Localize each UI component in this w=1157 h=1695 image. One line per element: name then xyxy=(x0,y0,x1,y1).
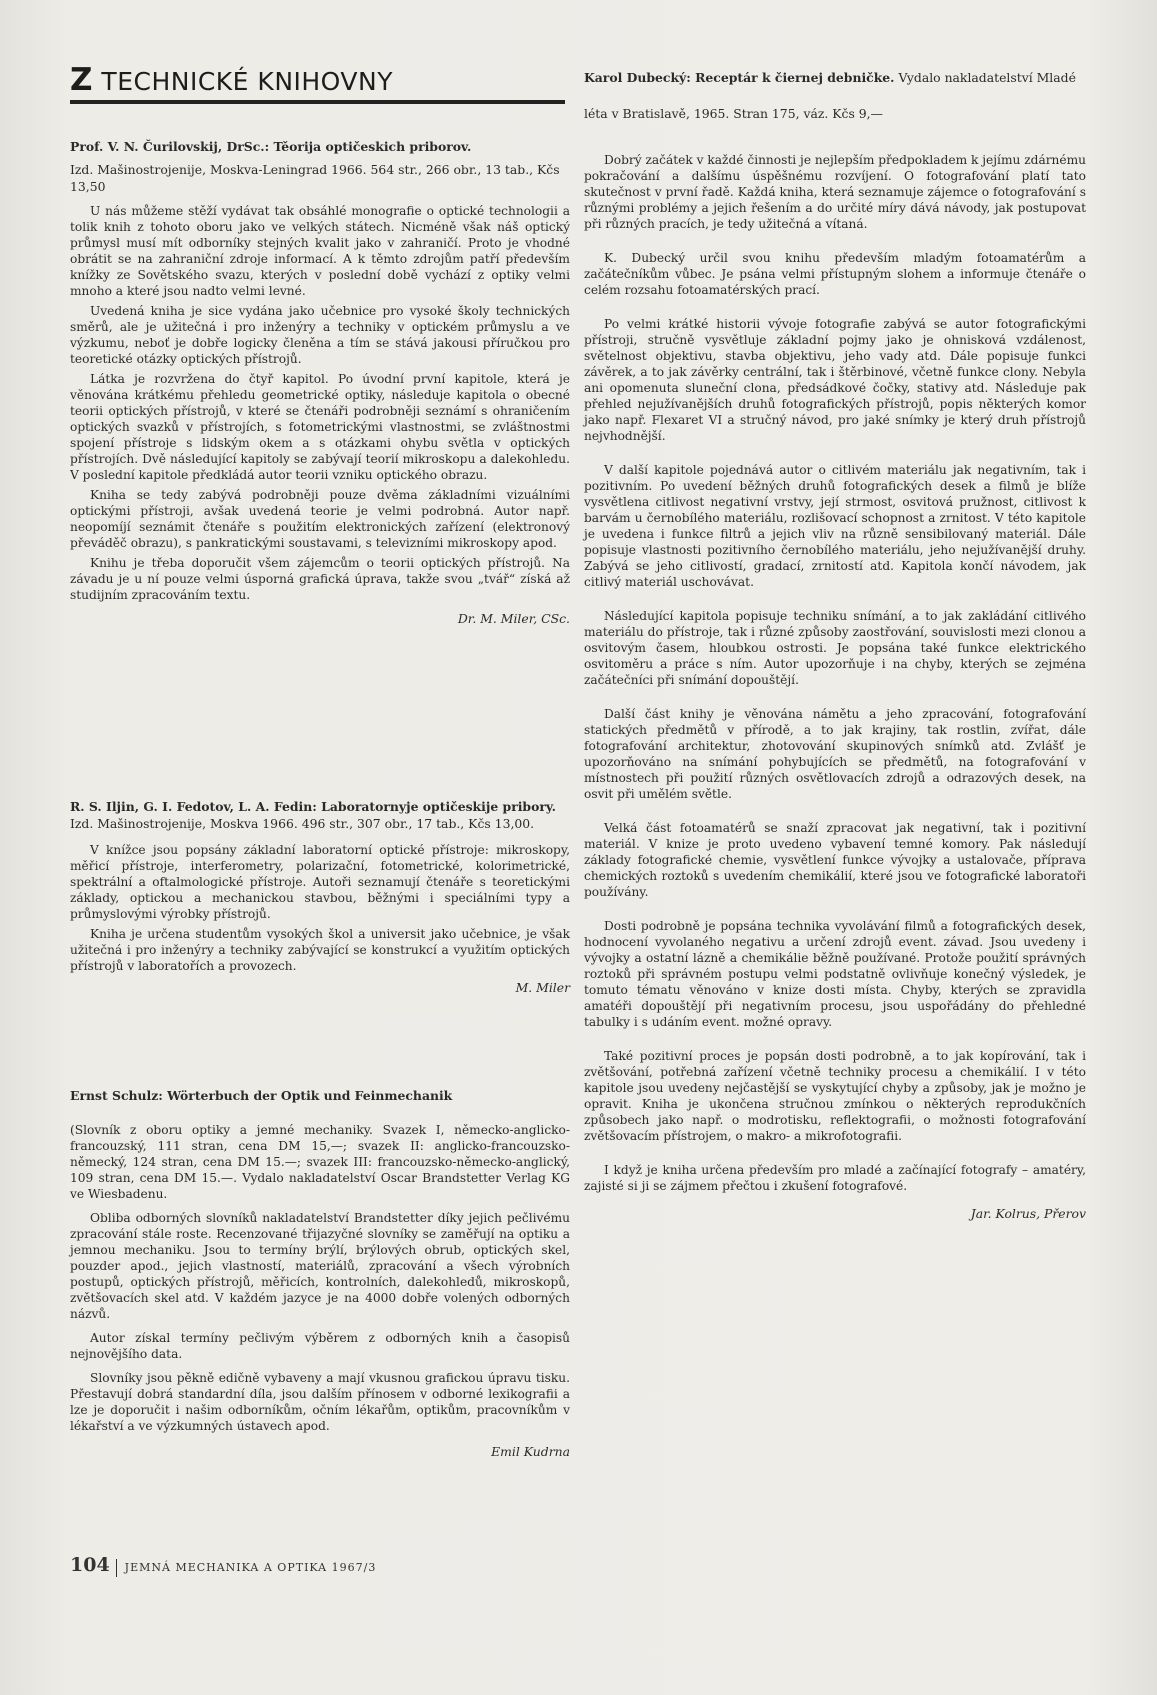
review-schulz xyxy=(70,1087,570,1459)
section-title-rest: TECHNICKÉ KNIHOVNY xyxy=(92,67,393,96)
review-paragraph: Kniha je určena studentům vysokých škol a universit jako učebnice, je však užitečná i pro inženýry a techniky zabývající se konstrukcí a využitím optických přístrojů v laboratořích a provozech. xyxy=(70,927,570,973)
review-paragraph: Další část knihy je věnována námětu a jeho zpracování, fotografování statických předmětů v přírodě, a to jak krajiny, tak rostlin, zvířat, dále fotografování architektur, zhotovování skupinových snímků atd. Zvlášť je upozorňováno na snímání pohybujících se předmětů, na fotografování v místnostech při použití různých osvětlovacích zdrojů a odrazových desek, na osvit při umělém světle. xyxy=(584,707,1086,801)
review-heading-author: Karol Dubecký: Receptár k čiernej debničke. xyxy=(584,70,895,85)
section-title-rule xyxy=(70,100,565,104)
page-footer xyxy=(70,1554,470,1577)
review-signature: Jar. Kolrus, Přerov xyxy=(970,1206,1086,1221)
review-paragraph: Uvedená kniha je sice vydána jako učebnice pro vysoké školy technických směrů, ale je užitečná i pro inženýry a techniky v optickém průmyslu a ve výzkumu, neboť je dobře logicky členěna a tím se stává jakousi příručkou pro teoretické otázky optických přístrojů. xyxy=(70,304,570,366)
review-heading-publisher: Vydalo nakladatelství Mladé léta v Bratislavě, 1965. Stran 175, váz. Kčs 9,— xyxy=(584,70,1076,121)
review-paragraph: Následující kapitola popisuje techniku snímání, a to jak zakládání citlivého materiálu do přístroje, tak i různé způsoby zaostřování, souvislosti mezi clonou a osvitovým časem, hloubkou ostrosti. Je popsána také funkce elektrického osvitoměru a práce s ním. Autor upozorňuje i na chyby, kterých se zejména začátečníci při snímání dopouštějí. xyxy=(584,609,1086,687)
review-heading: Ernst Schulz: Wörterbuch der Optik und Feinmechanik xyxy=(70,1088,453,1103)
review-paragraph: Knihu je třeba doporučit všem zájemcům o teorii optických přístrojů. Na závadu je u ní pouze velmi úsporná grafická úprava, takže svou „tvář“ získá až studijním zpracováním textu. xyxy=(70,556,570,602)
review-signature: Dr. M. Miler, CSc. xyxy=(457,611,570,626)
review-dubecky xyxy=(584,60,1086,1221)
section-title-initial: Z xyxy=(70,62,93,98)
review-paragraph: Autor získal termíny pečlivým výběrem z odborných knih a časopisů nejnovějšího data. xyxy=(70,1331,570,1361)
review-paragraph: Látka je rozvržena do čtyř kapitol. Po úvodní první kapitole, která je věnována krátkému přehledu geometrické optiky, následuje kapitola o obecné teorii optických přístrojů, v které se čtenáři podrobněji seznámí s ohraničením optických svazků v přístrojích, s fotometrickými vlastnostmi, se zvláštnostmi spojení přístroje s lidským okem a s otázkami ohybu světla v optických přístrojích. Dvě následující kapitoly se zabývají teorií mikroskopu a dalekohledu. V poslední kapitole předkládá autor teorii vzniku optického obrazu. xyxy=(70,372,570,482)
review-paragraph: V další kapitole pojednává autor o citlivém materiálu jak negativním, tak i pozitivním. Po uvedení běžných druhů fotografických desek a filmů je blíže vysvětlena citlivost negativní vrstvy, její strmost, osvitová pružnost, citlivost k barvám u černobílého materiálu, rozlišovací schopnost a zrnitost. V této kapitole je uvedena i funkce filtrů a jejich vliv na různě sensibilovaný materiál. Dále popisuje vlastnosti pozitivního černobílého materiálu, jeho nejužívanější druhy. Zabývá se jeho citlivostí, gradací, zrnitostí atd. Kapitola končí návodem, jak citlivý materiál uschovávat. xyxy=(584,463,1086,589)
review-paragraph: Dosti podrobně je popsána technika vyvolávání filmů a fotografických desek, hodnocení vyvolaného negativu a určení zdrojů event. závad. Jsou uvedeny i vývojky a ostatní lázně a chemikálie běžně používané. Protože použití správných roztoků při správném postupu velmi podstatně ovlivňuje konečný výsledek, je tomuto tématu věnováno v knize dosti místa. Chyby, kterých se zpravidla amatéři dopouštějí při negativním procesu, jsou uspořádány do přehledné tabulky i s udáním event. možné opravy. xyxy=(584,919,1086,1029)
section-title xyxy=(70,62,570,98)
review-bibliography: Izd. Mašinostrojenije, Moskva-Leningrad 1966. 564 str., 266 obr., 13 tab., Kčs 13,50 xyxy=(70,162,560,194)
review-curilovskij xyxy=(70,138,570,626)
review-signature: M. Miler xyxy=(515,980,570,995)
review-iljin xyxy=(70,798,570,995)
review-paragraph: Velká část fotoamatérů se snaží zpracovat jak negativní, tak i pozitivní materiál. V knize je proto uvedeno vybavení temné komory. Pak následují základy fotografické chemie, vysvětlení funkce vývojky a ustalovače, příprava chemických roztoků s uvedením chemikálií, které jsou ve fotografické laboratoři používány. xyxy=(584,821,1086,899)
review-heading: Prof. V. N. Čurilovskij, DrSc.: Těorija optičeskich priborov. xyxy=(70,139,472,154)
review-paragraph: V knížce jsou popsány základní laboratorní optické přístroje: mikroskopy, měřicí přístroje, interferometry, polarizační, fotometrické, kolorimetrické, spektrální a oftalmologické přístroje. Autoři seznamují čtenáře s teoretickými základy, optickou a mechanickou stavbou, běžnými i speciálními typy a průmyslovými výrobky přístrojů. xyxy=(70,843,570,921)
footer-divider xyxy=(116,1559,117,1577)
review-heading: R. S. Iljin, G. I. Fedotov, L. A. Fedin: Laboratornyje optičeskije pribory. xyxy=(70,799,556,814)
review-paragraph: I když je kniha určena především pro mladé a začínající fotografy – amatéry, zajisté si ji se zájmem přečtou i zkušení fotografové. xyxy=(584,1163,1086,1193)
review-signature: Emil Kudrna xyxy=(491,1444,570,1459)
review-paragraph: Po velmi krátké historii vývoje fotografie zabývá se autor fotografickými přístroji, stručně vysvětluje základní pojmy jako je ohnisková vzdálenost, světelnost objektivu, stavba objektivu, jeho vady atd. Dále popisuje funkci závěrek, a to jak závěrky centrální, tak i štěrbinové, včetně funkce clony. Nebyla ani opomenuta sluneční clona, předsádkové čočky, stativy atd. Následuje pak přehled nejužívanějších druhů fotografických přístrojů, popis některých komor jako např. Flexaret VI a stručný návod, pro jaké snímky je který druh přístrojů nejvhodnější. xyxy=(584,317,1086,443)
review-paragraph: (Slovník z oboru optiky a jemné mechaniky. Svazek I, německo-anglicko-francouzský, 111 stran, cena DM 15,—; svazek II: anglicko-francouzsko-německý, 124 stran, cena DM 15.—; svazek III: francouzsko-německo-anglický, 109 stran, cena DM 15.—. Vydalo nakladatelství Oscar Brandstetter Verlag KG ve Wiesbadenu. xyxy=(70,1123,570,1201)
review-paragraph: Také pozitivní proces je popsán dosti podrobně, a to jak kopírování, tak i zvětšování, potřebná zařízení včetně techniky procesu a chemikálií. I v této kapitole jsou uvedeny nejčastější se vyskytující chyby a způsoby, jak je možno je opravit. Kniha je ukončena stručnou zmínkou o některých reprodukčních způsobech jako např. o modrotisku, reflektografii, o možnosti fotografování zvětšovacím přístrojem, o makro- a mikrofotografii. xyxy=(584,1049,1086,1143)
review-paragraph: Dobrý začátek v každé činnosti je nejlepším předpokladem k jejímu zdárnému pokračování a dalšímu úspěšnému rozvíjení. O fotografování platí tato skutečnost v první řadě. Každá kniha, která seznamuje zájemce o fotografování s různými problémy a jejich řešením a do určité míry dává návody, jak postupovat při různých pracích, je tedy užitečná a vítaná. xyxy=(584,153,1087,231)
review-bibliography: Izd. Mašinostrojenije, Moskva 1966. 496 str., 307 obr., 17 tab., Kčs 13,00. xyxy=(70,816,535,831)
review-paragraph: U nás můžeme stěží vydávat tak obsáhlé monografie o optické technologii a tolik knih z tohoto oboru jako ve velkých státech. Nicméně však náš optický průmysl musí mít odborníky stejných kvalit jako v zahraničí. Proto je vhodné obrátit se na zahraniční zdroje informací. A k těmto zdrojům patří především knížky ze Sovětského svazu, kterých v poslední době vychází z optiky velmi mnoho a které jsou nadto velmi levné. xyxy=(70,204,570,298)
review-paragraph: Slovníky jsou pěkně edičně vybaveny a mají vkusnou grafickou úpravu tisku. Přestavují dobrá standardní díla, jsou dalším přínosem v odborné lexikografii a lze je doporučit i našim odborníkům, očním lékařům, optikům, pracovníkům v lékařství a ve výzkumných ústavech apod. xyxy=(70,1371,570,1433)
page-number: 104 xyxy=(70,1554,110,1576)
review-paragraph: Kniha se tedy zabývá podrobněji pouze dvěma základními vizuálními optickými přístroji, avšak uvedená teorie je velmi podrobná. Autor např. neopomíjí seznámit čtenáře s použitím elektronických zařízení (elektronový převáděč obrazu), s pankratickými soustavami, s televizními mikroskopy apod. xyxy=(70,488,570,550)
review-paragraph: K. Dubecký určil svou knihu především mladým fotoamatérům a začátečníkům vůbec. Je psána velmi přístupným slohem a informuje čtenáře o celém rozsahu fotoamatérských prací. xyxy=(584,251,1086,297)
review-heading xyxy=(584,60,1086,132)
review-paragraph: Obliba odborných slovníků nakladatelství Brandstetter díky jejich pečlivému zpracování stále roste. Recenzované třijazyčné slovníky se zaměřují na optiku a jemnou mechaniku. Jsou to termíny brýlí, brýlových obrub, optických skel, pouzder apod., jejich vlastností, materiálů, zpracování a všech výrobních postupů, optických přístrojů, měřicích, kontrolních, dalekohledů, mikroskopů, zvětšovacích skel atd. V každém jazyce je na 4000 dobře volených odborných názvů. xyxy=(70,1211,570,1321)
journal-name: JEMNÁ MECHANIKA A OPTIKA 1967/3 xyxy=(124,1561,377,1574)
